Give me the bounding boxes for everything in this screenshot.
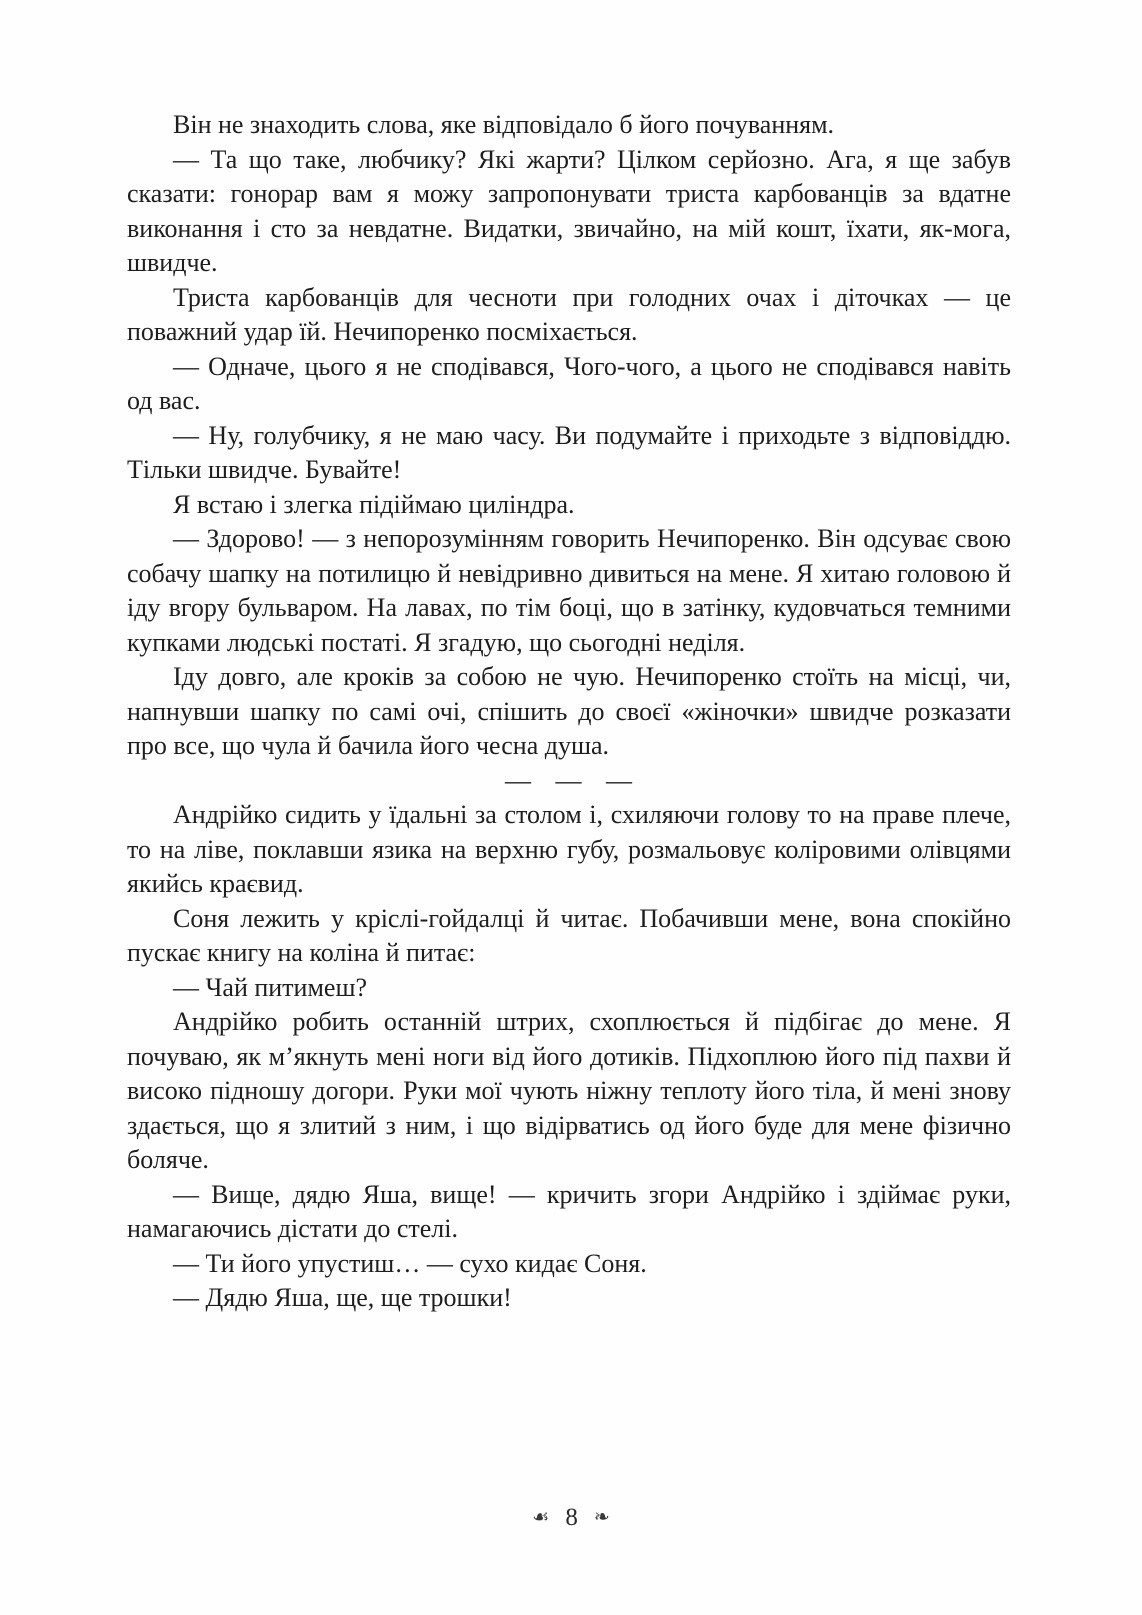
fleuron-left-icon: ☙ (532, 1506, 550, 1529)
page-number: 8 (565, 1503, 578, 1531)
paragraph: Андрійко сидить у їдальні за столом і, схиляючи голову то на праве плече, то на ліве, поклавши язика на верхню губу, розмальовує коліровими олівцями якийсь краєвид. (127, 800, 1011, 898)
section-divider: — — — (505, 765, 633, 795)
paragraph: — Здорово! — з непорозумінням говорить Нечипоренко. Він одсуває свою собачу шапку на потилицю й невідривно дивиться на мене. Я хитаю головою й іду вгору бульваром. На лавах, по тім боці, що в затінку, кудовчаться темними купками людські постаті. Я згадую, що сьогодні неділя. (127, 524, 1011, 657)
paragraph: Триста карбованців для чесноти при голодних очах і діточках — це поважний удар їй. Нечипоренко посміхається. (127, 282, 1011, 346)
paragraph: — Ну, голубчику, я не маю часу. Ви подумайте і приходьте з відповіддю. Тільки швидче. Бувайте! (127, 420, 1011, 484)
fleuron-right-icon: ❧ (593, 1506, 610, 1529)
paragraph: Я встаю і злегка підіймаю циліндра. (173, 489, 575, 519)
text-block (127, 108, 1011, 1316)
page-footer (0, 1501, 1142, 1536)
paragraph: — Вище, дядю Яша, вище! — кричить згори Андрійко і здіймає руки, намагаючись дістати до стелі. (127, 1179, 1011, 1243)
paragraph: — Чай питимеш? (173, 972, 368, 1002)
paragraph: — Дядю Яша, ще, ще трошки! (173, 1283, 512, 1312)
paragraph: — Ти його упустиш… — сухо кидає Соня. (173, 1248, 647, 1278)
paragraph: — Одначе, цього я не сподівався, Чого-чого, а цього не сподівався навіть од вас. (127, 351, 1011, 415)
paragraph: Андрійко робить останній штрих, схоплюється й підбігає до мене. Я почуваю, як м’якнуть мені ноги від його дотиків. Підхоплюю його під пахви й високо підношу догори. Руки мої чують ніжну теплоту його тіла, й мені знову здається, що я злитий з ним, і що відірватись од його буде для мене фізично боляче. (127, 1007, 1011, 1174)
paragraph: Іду довго, але кроків за собою не чую. Нечипоренко стоїть на місці, чи, напнувши шапку по самі очі, спішить до своєї «жіночки» швидче розказати про все, що чула й бачила його чесна душа. (127, 662, 1011, 760)
paragraph: Соня лежить у кріслі-гойдалці й читає. Побачивши мене, вона спокійно пускає книгу на коліна й питає: (127, 903, 1011, 967)
paragraph: — Та що таке, любчику? Які жарти? Цілком серйозно. Ага, я ще забув сказати: гонорар вам я можу запропонувати триста карбованців за вдатне виконання і сто за невдатне. Видатки, звичайно, на мій кошт, їхати, як-мога, швидче. (127, 144, 1011, 277)
paragraph: Він не знаходить слова, яке відповідало б його почуванням. (173, 110, 835, 139)
